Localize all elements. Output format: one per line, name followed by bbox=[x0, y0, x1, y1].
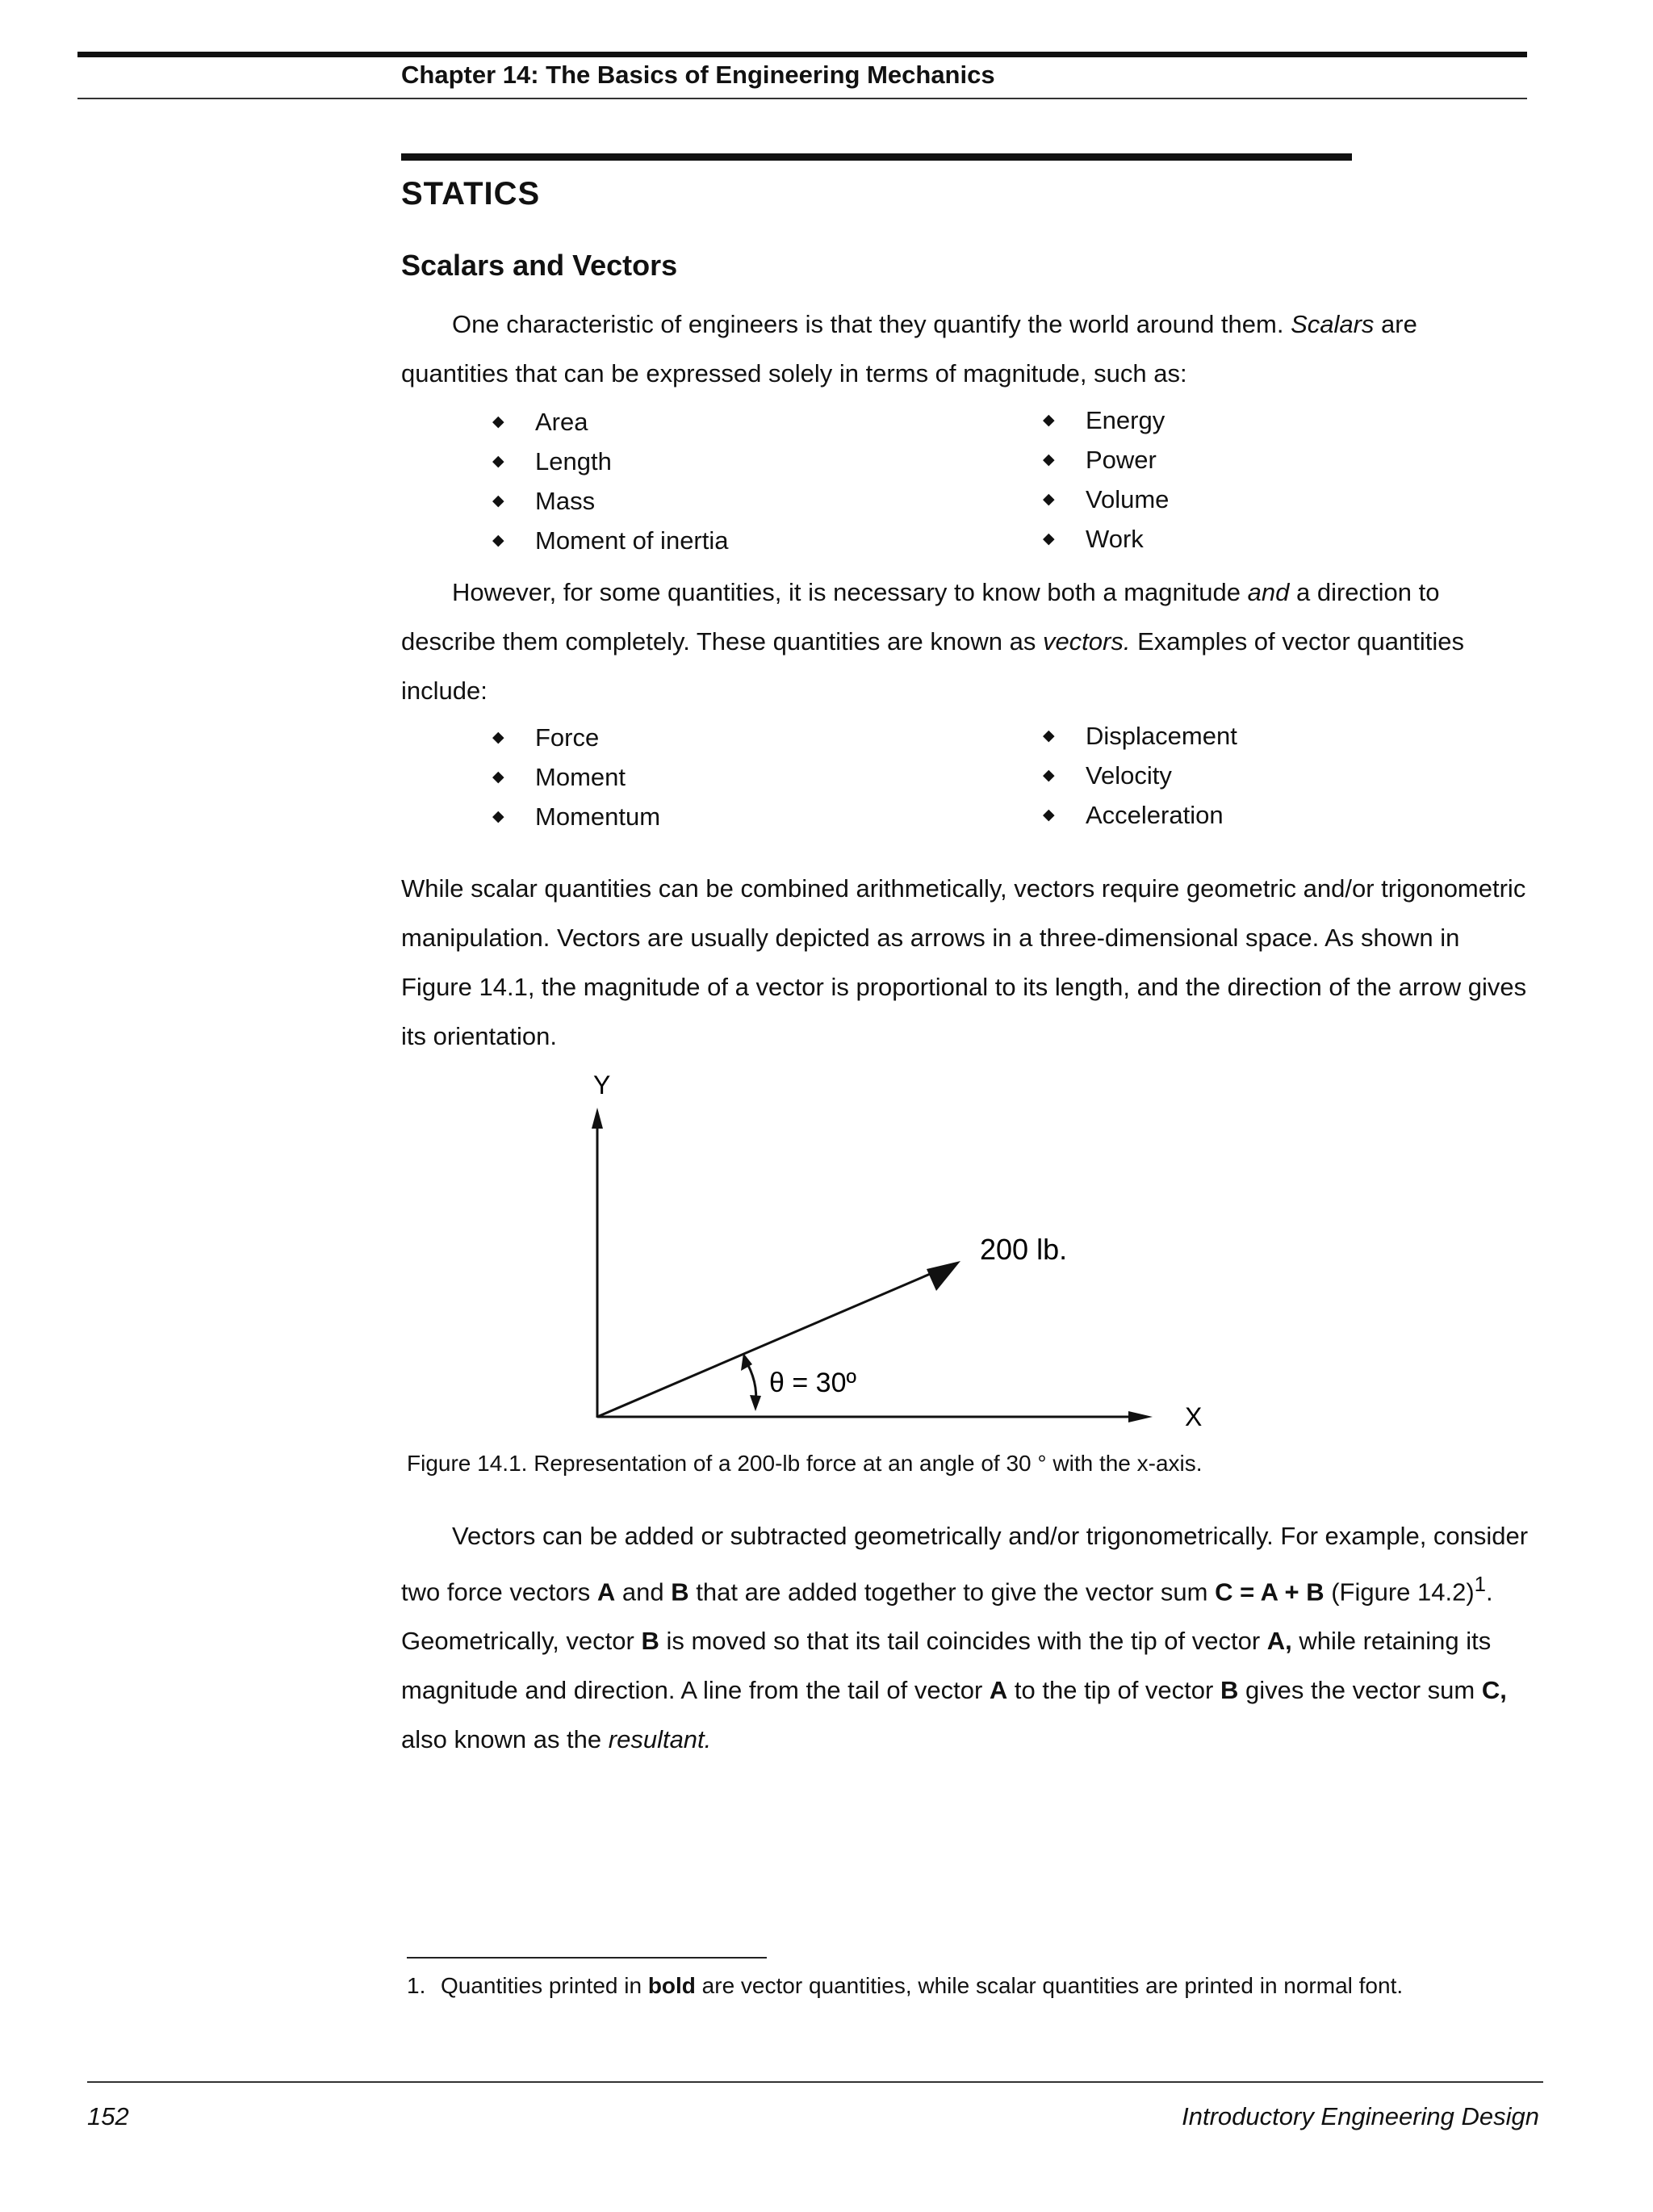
footnote: 1. Quantities printed in bold are vector quantities, while scalar quantities are printed in normal font. bbox=[407, 1973, 1404, 1998]
subsection-title: Scalars and Vectors bbox=[401, 249, 678, 282]
y-axis-label: Y bbox=[593, 1070, 611, 1100]
vector-list-left bbox=[484, 718, 660, 836]
paragraph-vector-addition: Vectors can be added or subtracted geometrically and/or trigonometrically. For example, consider two force vectors A and B that are added together to give the vector sum C = A + B (Figure 14.2)$^1$. Geometrically, vector B is moved so that its tail coincides with the tip of vector A, while retaining its magnitude and direction. A line from the tail of vector A to the tip of vector B gives the vector sum C, also known as the resultant. bbox=[401, 1522, 1529, 1754]
header-rule-top bbox=[77, 52, 1527, 57]
y-axis-arrowhead bbox=[592, 1108, 603, 1129]
bullet-icon: ◆ bbox=[1043, 412, 1055, 429]
bullet-icon: ◆ bbox=[492, 729, 504, 746]
chapter-header: Chapter 14: The Basics of Engineering Mechanics bbox=[401, 61, 995, 89]
list-item: ◆ Acceleration bbox=[1035, 795, 1237, 835]
bullet-icon: ◆ bbox=[1043, 491, 1055, 508]
list-item: ◆ Moment of inertia bbox=[484, 521, 729, 560]
vector-list-right bbox=[1035, 716, 1237, 835]
page-number: 152 bbox=[87, 2102, 129, 2130]
scalar-list-right bbox=[1035, 400, 1169, 559]
bullet-icon: ◆ bbox=[1043, 451, 1055, 468]
x-axis-arrowhead bbox=[1128, 1411, 1153, 1422]
bullet-icon: ◆ bbox=[1043, 806, 1055, 823]
header-rule-bottom bbox=[77, 98, 1527, 99]
book-title: Introductory Engineering Design bbox=[1182, 2102, 1539, 2130]
figure-14-1 bbox=[517, 1066, 1243, 1445]
list-item: ◆ Length bbox=[484, 442, 729, 481]
paragraph-vectors: However, for some quantities, it is necessary to know both a magnitude and a direction to describe them completely. These quantities are known as vectors. Examples of vector quantities include: bbox=[401, 578, 1465, 705]
bullet-icon: ◆ bbox=[1043, 767, 1055, 784]
figure-caption: Figure 14.1. Representation of a 200-lb force at an angle of 30 ° with the x-axis. bbox=[407, 1451, 1203, 1476]
list-item: ◆ Volume bbox=[1035, 480, 1169, 519]
list-item: ◆ Momentum bbox=[484, 797, 660, 836]
bullet-icon: ◆ bbox=[492, 453, 504, 470]
list-item: ◆ Displacement bbox=[1035, 716, 1237, 756]
bullet-icon: ◆ bbox=[492, 492, 504, 509]
list-item: ◆ Energy bbox=[1035, 400, 1169, 440]
angle-arc-arrowhead-bottom bbox=[750, 1395, 761, 1411]
bullet-icon: ◆ bbox=[492, 808, 504, 825]
footnote-rule bbox=[407, 1957, 767, 1959]
force-magnitude-label: 200 lb. bbox=[980, 1233, 1068, 1266]
paragraph-scalars: One characteristic of engineers is that they quantify the world around them. Scalars are quantities that can be expressed solely in terms of magnitude, such as: bbox=[401, 310, 1417, 388]
bullet-icon: ◆ bbox=[492, 413, 504, 430]
list-item: ◆ Moment bbox=[484, 757, 660, 797]
list-item: ◆ Power bbox=[1035, 440, 1169, 480]
bullet-icon: ◆ bbox=[1043, 530, 1055, 547]
list-item: ◆ Work bbox=[1035, 519, 1169, 559]
section-bar bbox=[401, 153, 1352, 161]
force-vector-arrowhead bbox=[927, 1261, 960, 1291]
angle-label: θ = 30º bbox=[769, 1368, 856, 1398]
paragraph-vector-manipulation: While scalar quantities can be combined arithmetically, vectors require geometric and/or trigonometric manipulation. Vectors are usually depicted as arrows in a three-dimensional space. As shown in Figure 14.1, the magnitude of a vector is proportional to its length, and the direction of the arrow gives its orientation. bbox=[401, 874, 1527, 1050]
list-item: ◆ Mass bbox=[484, 481, 729, 521]
bullet-icon: ◆ bbox=[1043, 727, 1055, 744]
scalar-list-left bbox=[484, 402, 729, 560]
section-title: STATICS bbox=[401, 176, 541, 212]
list-item: ◆ Area bbox=[484, 402, 729, 442]
x-axis-label: X bbox=[1185, 1402, 1203, 1431]
bullet-icon: ◆ bbox=[492, 532, 504, 549]
list-item: ◆ Force bbox=[484, 718, 660, 757]
list-item: ◆ Velocity bbox=[1035, 756, 1237, 795]
bullet-icon: ◆ bbox=[492, 769, 504, 786]
footer-rule bbox=[87, 2081, 1543, 2083]
